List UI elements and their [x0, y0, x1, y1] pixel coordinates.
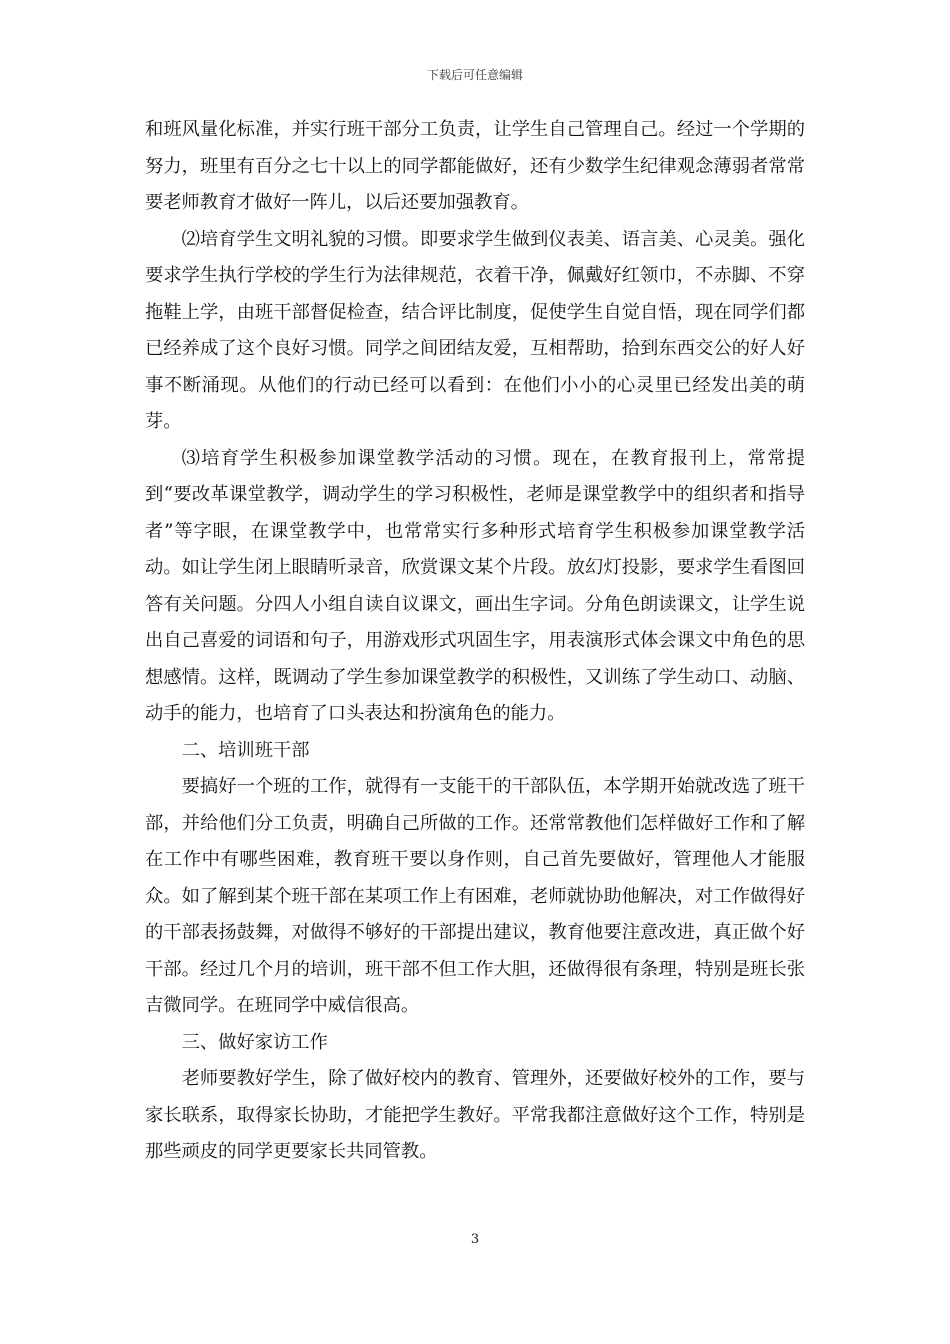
page-number: 3 — [470, 1232, 480, 1247]
paragraph: 老师要教好学生，除了做好校内的教育、管理外，还要做好校外的工作，要与家长联系，取得家长协助，才能把学生教好。平常我都注意做好这个工作，特别是那些顽皮的同学更要家长共同管教。 — [145, 1068, 805, 1162]
page-header: 下载后可任意编辑 — [426, 68, 523, 82]
paragraph: ⑶培育学生积极参加课堂教学活动的习惯。现在，在教育报刊上，常常提到“要改革课堂教学，调动学生的学习积极性，老师是课堂教学中的组织者和指导者”等字眼，在课堂教学中，也常常实行多种形式培育学生积极参加课堂教学活动。如让学生闭上眼睛听录音，欣赏课文某个片段。放幻灯投影，要求学生看图回答有关问题。分四人小组自读自议课文，画出生字词。分角色朗读课文，让学生说出自己喜爱的词语和句子，用游戏形式巩固生字，用表演形式体会课文中角色的思想感情。这样，既调动了学生参加课堂教学的积极性，又训练了学生动口、动脑、动手的能力，也培育了口头表达和扮演角色的能力。 — [145, 447, 805, 724]
document-body — [145, 112, 805, 1171]
paragraph: 要搞好一个班的工作，就得有一支能干的干部队伍，本学期开始就改选了班干部，并给他们分工负责，明确自己所做的工作。还常常教他们怎样做好工作和了解在工作中有哪些困难，教育班干要以身作则，自己首先要做好，管理他人才能服众。如了解到某个班干部在某项工作上有困难，老师就协助他解决，对工作做得好的干部表扬鼓舞，对做得不够好的干部提出建议，教育他要注意改进，真正做个好干部。经过几个月的培训，班干部不但工作大胆，还做得很有条理，特别是班长张吉微同学。在班同学中威信很高。 — [145, 776, 805, 1016]
section-heading: 三、做好家访工作 — [181, 1031, 328, 1053]
section-heading: 二、培训班干部 — [181, 739, 310, 761]
paragraph: 和班风量化标准，并实行班干部分工负责，让学生自己管理自己。经过一个学期的努力，班里有百分之七十以上的同学都能做好，还有少数学生纪律观念薄弱者常常要老师教育才做好一阵儿，以后还要加强教育。 — [145, 119, 805, 213]
paragraph: ⑵培育学生文明礼貌的习惯。即要求学生做到仪表美、语言美、心灵美。强化要求学生执行学校的学生行为法律规范，衣着干净，佩戴好红领巾，不赤脚、不穿拖鞋上学，由班干部督促检查，结合评比制度，促使学生自觉自悟，现在同学们都已经养成了这个良好习惯。同学之间团结友爱，互相帮助，拾到东西交公的好人好事不断涌现。从他们的行动已经可以看到：在他们小小的心灵里已经发出美的萌芽。 — [145, 228, 805, 432]
